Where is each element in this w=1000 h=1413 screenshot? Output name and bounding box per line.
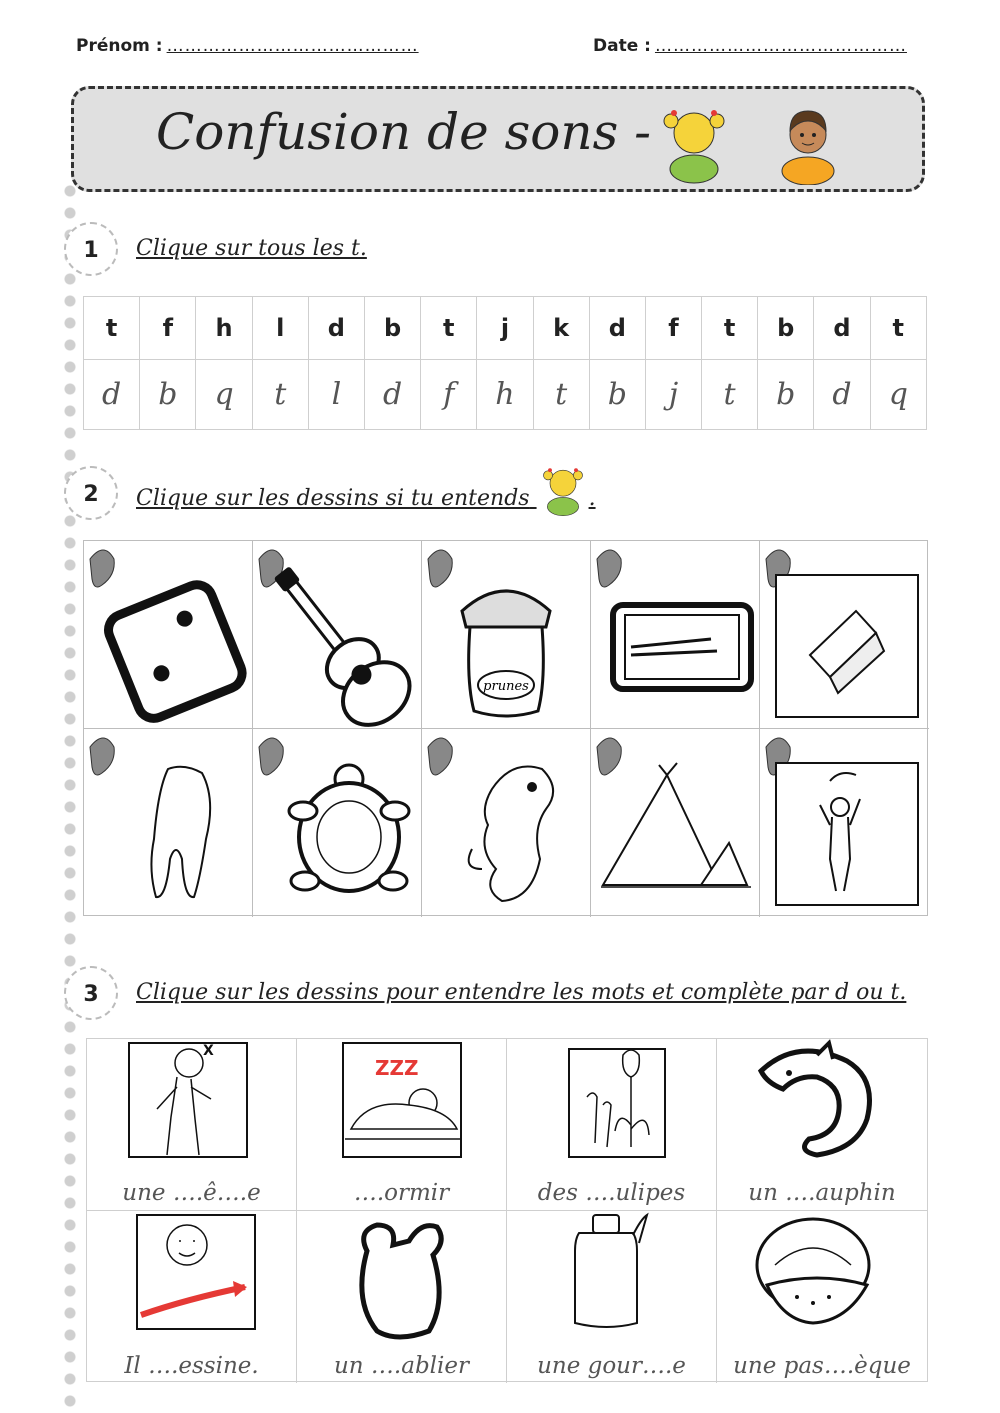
word-cell-gourde[interactable] bbox=[507, 1211, 717, 1383]
word-text[interactable]: ….ormir bbox=[353, 1180, 450, 1206]
section-1-number: 1 bbox=[64, 222, 118, 276]
notebook-rings bbox=[62, 180, 78, 1410]
letter-cell[interactable]: f bbox=[140, 297, 196, 360]
letter-cell[interactable]: t bbox=[421, 297, 477, 360]
apron-picture bbox=[297, 1211, 507, 1351]
guitar-drawing bbox=[253, 541, 422, 729]
tipi-drawing bbox=[591, 729, 760, 917]
letter-cell[interactable]: f bbox=[645, 297, 701, 360]
section-3-number: 3 bbox=[64, 966, 118, 1020]
ear-icon bbox=[597, 738, 621, 775]
date-label: Date : bbox=[593, 36, 651, 56]
slate-drawing bbox=[591, 541, 760, 729]
word-cell-tete[interactable] bbox=[87, 1039, 297, 1211]
ear-icon bbox=[259, 738, 283, 775]
sleep-picture bbox=[297, 1039, 507, 1179]
words-grid bbox=[86, 1038, 928, 1382]
cursive-letter-cell[interactable]: b bbox=[589, 360, 645, 430]
word-cell-tablier[interactable] bbox=[297, 1211, 507, 1383]
ear-icon bbox=[90, 738, 114, 775]
section-3-instruction: Clique sur les dessins pour entendre les mots et complète par d ou t. bbox=[136, 980, 907, 1005]
word-text[interactable]: une ….ê….e bbox=[122, 1180, 261, 1206]
cursive-letter-cell[interactable]: t bbox=[252, 360, 308, 430]
girl-icon bbox=[654, 99, 734, 185]
shower-drawing bbox=[760, 729, 929, 917]
cursive-letter-cell[interactable]: h bbox=[477, 360, 533, 430]
letter-cell[interactable]: j bbox=[477, 297, 533, 360]
girl-icon bbox=[537, 460, 589, 518]
dragon-drawing bbox=[422, 729, 591, 917]
svg-text:X: X bbox=[203, 1043, 214, 1059]
section-2-instruction-text: Clique sur les dessins si tu entends bbox=[136, 486, 530, 511]
dice-picture[interactable] bbox=[84, 541, 253, 729]
word-text[interactable]: des ….ulipes bbox=[537, 1180, 686, 1206]
cursive-letter-cell[interactable]: b bbox=[140, 360, 196, 430]
cursive-letter-cell[interactable]: t bbox=[702, 360, 758, 430]
cursive-letter-cell[interactable]: d bbox=[365, 360, 421, 430]
letter-cell[interactable]: t bbox=[702, 297, 758, 360]
word-text[interactable]: un ….auphin bbox=[748, 1180, 896, 1206]
drawing-boy-picture bbox=[87, 1211, 297, 1351]
ear-icon bbox=[597, 550, 621, 587]
letter-cell[interactable]: t bbox=[870, 297, 926, 360]
turtle-picture[interactable] bbox=[253, 729, 422, 917]
date-field[interactable] bbox=[593, 36, 907, 56]
prenom-label: Prénom : bbox=[76, 36, 163, 56]
date-blank[interactable]: …………………………………… bbox=[654, 36, 907, 56]
cursive-letters-row bbox=[84, 360, 927, 430]
section-2-number: 2 bbox=[64, 466, 118, 520]
word-cell-tulipes[interactable] bbox=[507, 1039, 717, 1211]
tooth-picture[interactable] bbox=[84, 729, 253, 917]
letter-cell[interactable]: d bbox=[308, 297, 364, 360]
flask-picture bbox=[507, 1211, 717, 1351]
tooth-drawing bbox=[84, 729, 253, 917]
letter-cell[interactable]: t bbox=[84, 297, 140, 360]
letter-cell[interactable]: d bbox=[814, 297, 870, 360]
cursive-letter-cell[interactable]: q bbox=[870, 360, 926, 430]
matchbox-drawing bbox=[760, 541, 929, 729]
letter-cell[interactable]: b bbox=[365, 297, 421, 360]
slate-picture[interactable] bbox=[591, 541, 760, 729]
page-title: Confusion de sons - bbox=[156, 103, 652, 161]
cursive-letter-cell[interactable]: j bbox=[645, 360, 701, 430]
cursive-letter-cell[interactable]: f bbox=[421, 360, 477, 430]
word-cell-dessine[interactable] bbox=[87, 1211, 297, 1383]
word-cell-dauphin[interactable] bbox=[717, 1039, 927, 1211]
word-text[interactable]: Il ….essine. bbox=[124, 1353, 259, 1379]
dice-drawing bbox=[84, 541, 253, 729]
title-banner bbox=[71, 86, 925, 192]
cursive-letter-cell[interactable]: d bbox=[814, 360, 870, 430]
prenom-field[interactable] bbox=[76, 36, 419, 56]
cursive-letter-cell[interactable]: l bbox=[308, 360, 364, 430]
word-text[interactable]: une pas….èque bbox=[733, 1353, 911, 1379]
prenom-blank[interactable]: …………………………………… bbox=[166, 36, 419, 56]
guitar-picture[interactable] bbox=[253, 541, 422, 729]
cursive-letter-cell[interactable]: t bbox=[533, 360, 589, 430]
letter-cell[interactable]: b bbox=[758, 297, 814, 360]
cursive-letter-cell[interactable]: b bbox=[758, 360, 814, 430]
dragon-picture[interactable] bbox=[422, 729, 591, 917]
turtle-drawing bbox=[253, 729, 422, 917]
zzz-text: ZZZ bbox=[375, 1056, 419, 1080]
print-letters-row bbox=[84, 297, 927, 360]
section-2-instruction-end: . bbox=[588, 486, 596, 511]
cursive-letter-cell[interactable]: d bbox=[84, 360, 140, 430]
ear-icon bbox=[428, 550, 452, 587]
letters-table bbox=[83, 296, 927, 430]
tipi-picture[interactable] bbox=[591, 729, 760, 917]
tulips-picture bbox=[507, 1039, 717, 1179]
word-cell-dormir[interactable] bbox=[297, 1039, 507, 1211]
jam-jar-picture[interactable] bbox=[422, 541, 591, 729]
letter-cell[interactable]: k bbox=[533, 297, 589, 360]
ear-icon bbox=[90, 550, 114, 587]
cursive-letter-cell[interactable]: q bbox=[196, 360, 252, 430]
pictures-grid bbox=[83, 540, 928, 916]
dolphin-picture bbox=[717, 1039, 927, 1179]
word-text[interactable]: une gour….e bbox=[537, 1353, 686, 1379]
boy-icon bbox=[768, 99, 848, 185]
section-2-instruction bbox=[136, 480, 596, 518]
jam-jar-drawing bbox=[422, 541, 591, 729]
letter-cell[interactable]: l bbox=[252, 297, 308, 360]
letter-cell[interactable]: d bbox=[589, 297, 645, 360]
word-text[interactable]: un ….ablier bbox=[333, 1353, 469, 1379]
head-picture bbox=[87, 1039, 297, 1179]
section-1-instruction: Clique sur tous les t. bbox=[136, 236, 367, 261]
watermelon-picture bbox=[717, 1211, 927, 1351]
ear-icon bbox=[428, 738, 452, 775]
shower-picture[interactable] bbox=[760, 729, 929, 917]
jar-label: prunes bbox=[483, 679, 529, 694]
word-cell-pasteque[interactable] bbox=[717, 1211, 927, 1383]
matchbox-picture[interactable] bbox=[760, 541, 929, 729]
letter-cell[interactable]: h bbox=[196, 297, 252, 360]
